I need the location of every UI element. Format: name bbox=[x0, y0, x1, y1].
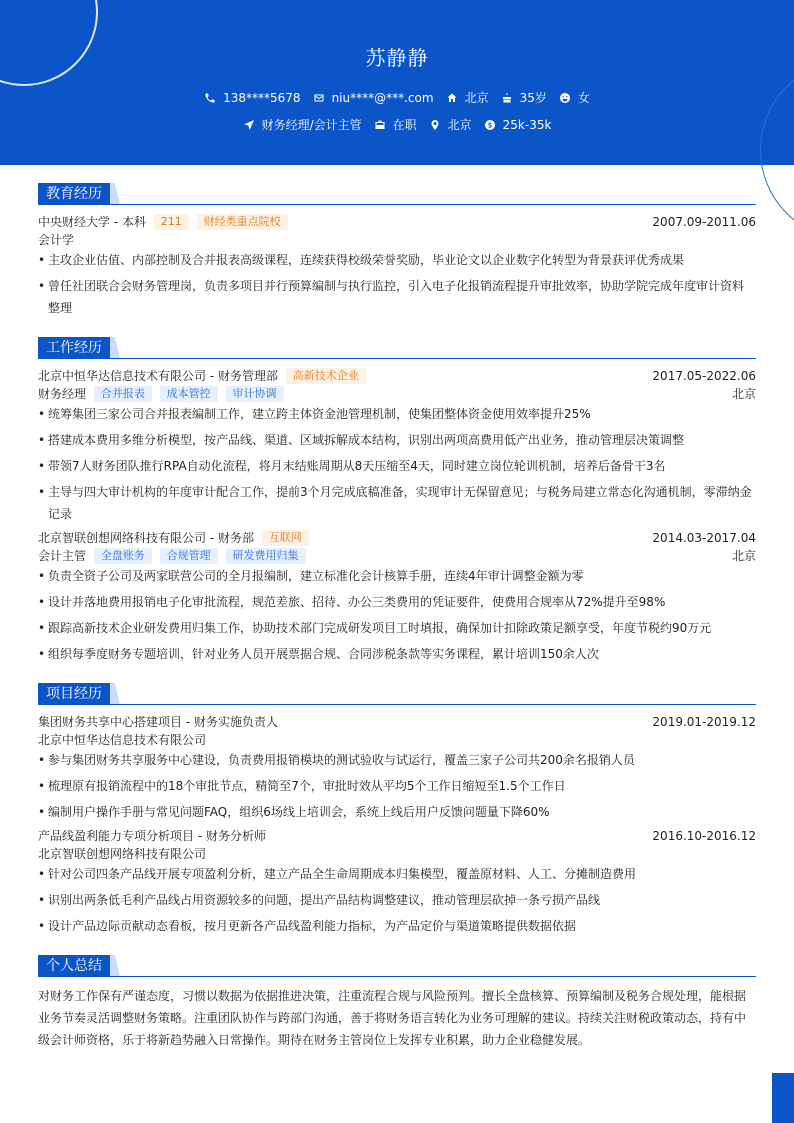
job-bullet bbox=[38, 481, 756, 525]
skill-tag: 成本管控 bbox=[160, 386, 218, 402]
phone-item bbox=[204, 91, 300, 105]
candidate-name: 苏静静 bbox=[365, 46, 429, 70]
job-city: 北京 bbox=[731, 387, 756, 401]
job-header-line bbox=[38, 367, 756, 385]
project-period: 2016.10-2016.12 bbox=[652, 829, 756, 843]
job-city: 北京 bbox=[731, 549, 756, 563]
job-intent-row bbox=[0, 116, 794, 133]
education-bullet: • 主攻企业估值、内部控制及合并报表高级课程，连续获得校级荣誉奖励，毕业论文以企业数字化转型为背景获评优秀成果 bbox=[38, 249, 756, 271]
section-summary bbox=[38, 955, 756, 977]
skill-tag: 审计协调 bbox=[226, 386, 284, 402]
school-name: 中央财经大学 - 本科 bbox=[38, 215, 146, 229]
smile-icon bbox=[559, 92, 571, 104]
section-work bbox=[38, 337, 756, 359]
position-item bbox=[243, 116, 362, 133]
job-company: 北京中恒华达信息技术有限公司 - 财务管理部 bbox=[38, 369, 278, 383]
project-bullet: • 参与集团财务共享服务中心建设，负责费用报销模块的测试验收与试运行，覆盖三家子公司共200余名报销人员 bbox=[38, 749, 756, 771]
job-bullet: • 统筹集团三家公司合并报表编制工作，建立跨主体资金池管理机制，使集团整体资金使用效率提升25% bbox=[38, 403, 756, 425]
job-role-line bbox=[38, 385, 756, 403]
company-tag: 高新技术企业 bbox=[286, 368, 366, 384]
gender-text: 女 bbox=[577, 91, 590, 105]
resume-header bbox=[0, 0, 794, 165]
decorative-corner-block bbox=[772, 1073, 794, 1123]
education-header-line bbox=[38, 213, 756, 231]
project-company: 北京中恒华达信息技术有限公司 bbox=[38, 733, 207, 747]
job-role: 财务经理 bbox=[38, 387, 87, 401]
section-title-label: 教育经历 bbox=[38, 183, 110, 205]
project-period: 2019.01-2019.12 bbox=[652, 715, 756, 729]
position-text: 财务经理/会计主管 bbox=[261, 118, 362, 132]
job-bullet: • 搭建成本费用多维分析模型，按产品线、渠道、区域拆解成本结构，识别出两项高费用低产出业务，推动管理层决策调整 bbox=[38, 429, 756, 451]
age-text: 35岁 bbox=[519, 91, 547, 105]
job-period: 2017.05-2022.06 bbox=[652, 369, 756, 383]
home-text: 北京 bbox=[464, 91, 489, 105]
status-text: 在职 bbox=[392, 118, 417, 132]
project-bullet: • 梳理原有报销流程中的18个审批节点，精简至7个，审批时效从平均5个工作日缩短至1.5个工作日 bbox=[38, 775, 756, 797]
job-company: 北京智联创想网络科技有限公司 - 财务部 bbox=[38, 531, 254, 545]
job-bullet: • 负责全资子公司及两家联营公司的全月报编制，建立标准化会计核算手册，连续4年审计调整金额为零 bbox=[38, 565, 756, 587]
job-bullet: • 带领7人财务团队推行RPA自动化流程，将月末结账周期从8天压缩至4天，同时建立岗位轮训机制，培养后备骨干3名 bbox=[38, 455, 756, 477]
job-bullet: • 跟踪高新技术企业研发费用归集工作，协助技术部门完成研发项目工时填报，确保加计扣除政策足额享受，年度节税约90万元 bbox=[38, 617, 756, 639]
education-tag: 211 bbox=[154, 214, 189, 230]
bullet-line: 整理 bbox=[48, 301, 73, 315]
job-role: 会计主管 bbox=[38, 549, 87, 563]
summary-line: 业务节奏灵活调整财务策略。注重团队协作与跨部门沟通，善于将财务语言转化为业务可理解的建议。持续关注财税政策动态，持有中 bbox=[38, 1011, 747, 1025]
section-title-label: 项目经历 bbox=[38, 683, 110, 705]
job-bullet: • 设计并落地费用报销电子化审批流程，规范差旅、招待、办公三类费用的凭证要件，使费用合规率从72%提升至98% bbox=[38, 591, 756, 613]
project-name: 集团财务共享中心搭建项目 - 财务实施负责人 bbox=[38, 715, 278, 729]
salary-item bbox=[484, 118, 552, 132]
education-bullet bbox=[38, 275, 756, 319]
bullet-line: 主导与四大审计机构的年度审计配合工作，提前3个月完成底稿准备，实现审计无保留意见；与税务局建立常态化沟通机制，零滞纳金 bbox=[48, 485, 752, 499]
phone-icon bbox=[204, 92, 216, 104]
job-period: 2014.03-2017.04 bbox=[652, 531, 756, 545]
home-item bbox=[446, 89, 489, 106]
section-title-label: 个人总结 bbox=[38, 955, 110, 977]
education-tag: 财经类重点院校 bbox=[197, 214, 288, 230]
salary-text: 25k-35k bbox=[502, 117, 552, 132]
project-header-line bbox=[38, 713, 756, 731]
job-header-line bbox=[38, 529, 756, 547]
mail-icon bbox=[313, 92, 325, 104]
email-item bbox=[313, 91, 434, 105]
send-icon bbox=[243, 119, 255, 131]
cake-icon bbox=[501, 92, 513, 104]
project-bullet: • 设计产品边际贡献动态看板，按月更新各产品线盈利能力指标，为产品定价与渠道策略提供数据依据 bbox=[38, 915, 756, 937]
skill-tag: 合规管理 bbox=[160, 548, 218, 564]
education-major: 会计学 bbox=[38, 233, 75, 247]
city-text: 北京 bbox=[447, 118, 472, 132]
job-role-line bbox=[38, 547, 756, 565]
status-item bbox=[374, 116, 417, 133]
project-header-line bbox=[38, 827, 756, 845]
section-title-label: 工作经历 bbox=[38, 337, 110, 359]
project-bullet: • 编制用户操作手册与常见问题FAQ，组织6场线上培训会，系统上线后用户反馈问题量下降60% bbox=[38, 801, 756, 823]
summary-paragraph bbox=[38, 985, 756, 1051]
home-icon bbox=[446, 92, 458, 104]
summary-line: 对财务工作保有严谨态度，习惯以数据为依据推进决策，注重流程合规与风险预判。擅长全盘核算、预算编制及税务合规处理，能根据 bbox=[38, 989, 747, 1003]
section-projects bbox=[38, 683, 756, 705]
city-item bbox=[429, 116, 472, 133]
company-tag: 互联网 bbox=[262, 530, 309, 546]
bullet-line: 曾任社团联合会财务管理岗，负责多项目并行预算编制与执行监控，引入电子化报销流程提升审批效率，协助学院完成年度审计资料 bbox=[48, 279, 745, 293]
skill-tag: 研发费用归集 bbox=[226, 548, 306, 564]
project-name: 产品线盈利能力专项分析项目 - 财务分析师 bbox=[38, 829, 266, 843]
skill-tag: 全盘账务 bbox=[94, 548, 152, 564]
section-education bbox=[38, 183, 756, 205]
job-bullet: • 组织每季度财务专题培训，针对业务人员开展票据合规、合同涉税条款等实务课程，累计培训150余人次 bbox=[38, 643, 756, 665]
gender-item bbox=[559, 89, 590, 106]
education-period: 2007.09-2011.06 bbox=[652, 215, 756, 229]
project-bullet: • 针对公司四条产品线开展专项盈利分析，建立产品全生命周期成本归集模型，覆盖原材料、人工、分摊制造费用 bbox=[38, 863, 756, 885]
summary-line: 级会计师资格，乐于将新趋势融入日常操作。期待在财务主管岗位上发挥专业积累，助力企业稳健发展。 bbox=[38, 1033, 591, 1047]
project-bullet: • 识别出两条低毛利产品线占用资源较多的问题，提出产品结构调整建议，推动管理层砍掉一条亏损产品线 bbox=[38, 889, 756, 911]
location-icon bbox=[429, 119, 441, 131]
phone-text: 138****5678 bbox=[223, 90, 301, 105]
money-icon bbox=[484, 119, 496, 131]
project-company: 北京智联创想网络科技有限公司 bbox=[38, 847, 207, 861]
briefcase-icon bbox=[374, 119, 386, 131]
bullet-line: 记录 bbox=[48, 507, 73, 521]
age-item bbox=[501, 89, 547, 106]
email-text: niu****@***.com bbox=[331, 90, 434, 105]
skill-tag: 合并报表 bbox=[94, 386, 152, 402]
basic-info-row bbox=[0, 89, 794, 106]
